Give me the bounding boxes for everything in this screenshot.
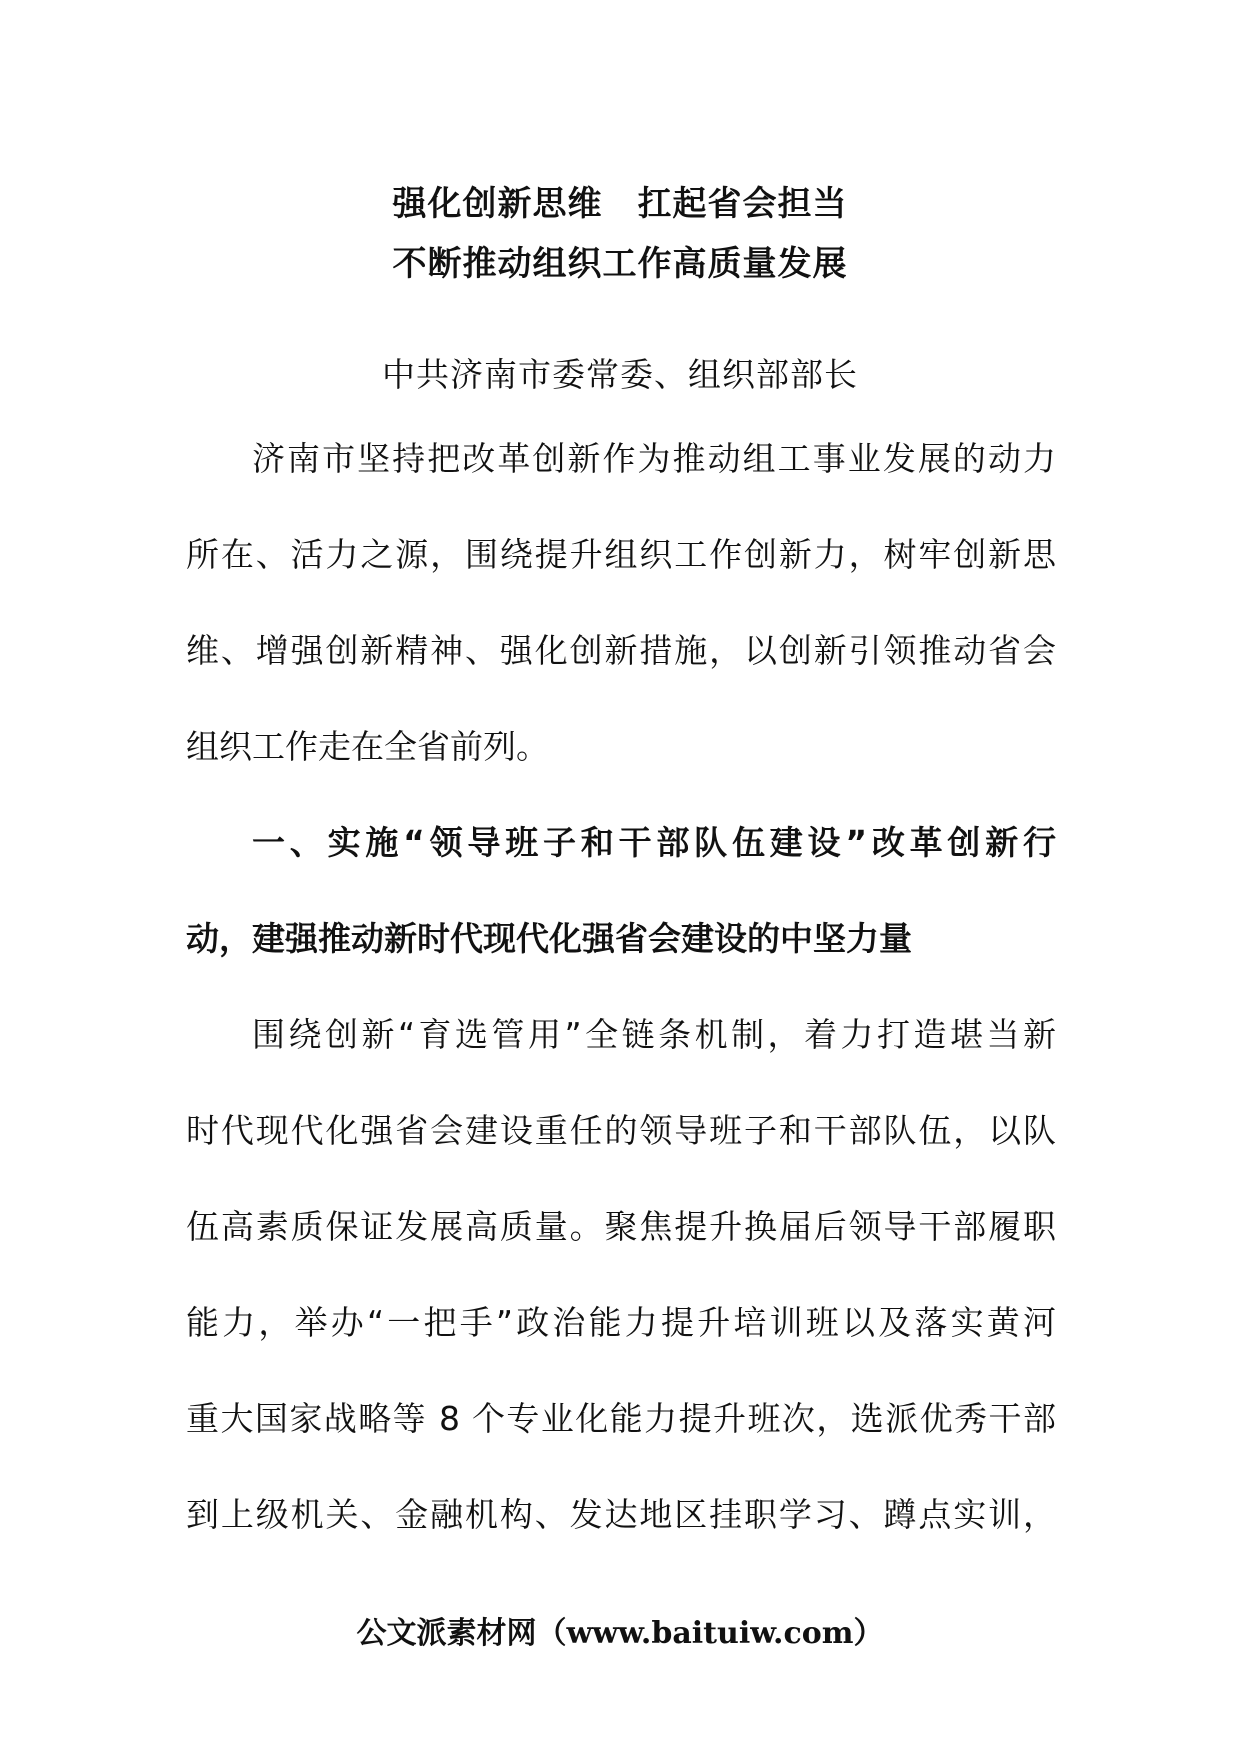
- document-title-line-1: 强化创新思维 扛起省会担当: [392, 184, 848, 224]
- author-byline: 中共济南市委常委、组织部部长: [382, 355, 858, 394]
- section-body-line: 重大国家战略等 8 个专业化能力提升班次，选派优秀干部: [186, 1399, 1056, 1438]
- page-footer-watermark: 公文派素材网（www.baituiw.com）: [356, 1616, 884, 1651]
- section-body-line: 围绕创新“育选管用”全链条机制，着力打造堪当新: [252, 1015, 1056, 1054]
- intro-paragraph-line: 济南市坚持把改革创新作为推动组工事业发展的动力: [252, 439, 1056, 478]
- intro-paragraph-line: 维、增强创新精神、强化创新措施，以创新引领推动省会: [186, 631, 1056, 670]
- section-heading-line: 一、实施“领导班子和干部队伍建设”改革创新行: [252, 823, 1056, 862]
- section-body-line: 到上级机关、金融机构、发达地区挂职学习、蹲点实训，: [186, 1495, 1056, 1534]
- section-heading-line: 动，建强推动新时代现代化强省会建设的中坚力量: [186, 919, 912, 958]
- section-body-line: 时代现代化强省会建设重任的领导班子和干部队伍，以队: [186, 1111, 1056, 1150]
- section-body-line: 伍高素质保证发展高质量。聚焦提升换届后领导干部履职: [186, 1207, 1056, 1246]
- section-body-line: 能力，举办“一把手”政治能力提升培训班以及落实黄河: [186, 1303, 1056, 1342]
- intro-paragraph-line: 所在、活力之源，围绕提升组织工作创新力，树牢创新思: [186, 535, 1056, 574]
- document-title-line-2: 不断推动组织工作高质量发展: [392, 244, 848, 284]
- intro-paragraph-line: 组织工作走在全省前列。: [186, 727, 549, 766]
